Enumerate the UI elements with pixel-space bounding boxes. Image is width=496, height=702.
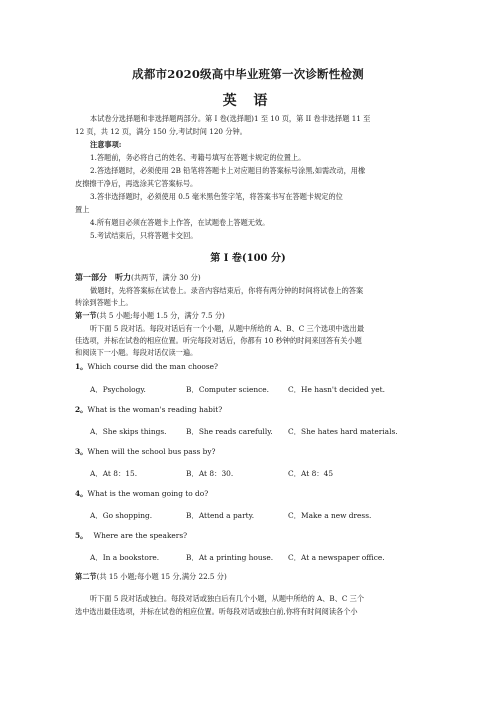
option-b: B．She reads carefully.	[186, 427, 273, 436]
section-one-heading	[75, 272, 201, 283]
option-b: B．At a printing house.	[186, 553, 274, 562]
option-b: B．Computer science.	[186, 385, 269, 394]
note-item: 皮擦擦干净后，再选涂其它答案标号。	[75, 179, 198, 188]
question-number: 2。	[75, 405, 88, 414]
section-one-desc: 做题时，先将答案标在试卷上。录音内容结束后，你将有两分钟的时间将试卷上的答案	[90, 286, 364, 295]
subsection-one-note: (共 5 小题;每小题 1.5 分，满分 7.5 分)	[96, 311, 225, 320]
option-c: C．She hates hard materials.	[288, 427, 398, 436]
option-b: B．Attend a party.	[186, 511, 255, 520]
subsection-two-note: (共 15 小题;每小题 15 分,满分 22.5 分)	[96, 572, 227, 581]
subsection-two-desc: 选中选出最佳选项，并标在试卷的相应位置。听每段对话或独白前,你将有时间阅读各个小	[75, 607, 358, 616]
subsection-one-desc: 佳选项，并标在试卷的相应位置。听完每段对话后，你都有 10 秒钟的时间来回答有关小题	[75, 336, 362, 345]
subsection-one-desc: 听下面 5 段对话。每段对话后有一个小题，从题中所给的 A、B、C 三个选项中选出最	[90, 324, 365, 333]
subject-title: 英 语	[222, 93, 274, 109]
question-number: 5。	[75, 531, 88, 540]
subsection-two-heading	[75, 572, 227, 582]
intro-line-1: 本试卷分选择题和非选择题两部分。第 I 卷(选择题)1 至 10 页，第 II 卷非选择题 11 至	[90, 114, 371, 123]
question-3	[75, 446, 215, 457]
intro-line-2: 12 页，共 12 页，满分 150 分,考试时间 120 分钟。	[75, 127, 247, 136]
option-a: A．Go shopping.	[90, 511, 153, 520]
note-item: 5.考试结束后，只将答题卡交回。	[90, 231, 198, 240]
option-a: A．Psychology.	[90, 385, 146, 394]
question-text: What is the woman going to do?	[87, 489, 209, 498]
note-item: 置上	[75, 205, 90, 214]
subsection-one-label: 第一节	[75, 311, 97, 320]
question-text: Which course did the man choose?	[87, 362, 218, 371]
question-text: Where are the speakers?	[93, 531, 188, 540]
subsection-one-heading	[75, 311, 225, 321]
option-c: C．At 8：45	[288, 469, 334, 478]
option-c: C．At a newspaper office.	[288, 553, 385, 562]
option-b: B．At 8：30.	[186, 469, 234, 478]
note-item: 2.答选择题时，必须使用 2B 铅笔将答题卡上对应题目的答案标号涂黑,如需改动，用橡	[90, 166, 366, 175]
section-one-desc: 转涂到答题卡上。	[75, 298, 133, 307]
part-one-title: 第 I 卷(100 分)	[210, 253, 286, 264]
note-item: 3.答非选择题时，必须使用 0.5 毫米黑色签字笔，将答案书写在答题卡规定的位	[90, 192, 343, 201]
question-number: 3。	[75, 447, 88, 456]
note-item: 4.所有题目必须在答题卡上作答，在试题卷上答题无效。	[90, 218, 270, 227]
subsection-two-desc: 听下面 5 段对话或独白。每段对话或独白后有几个小题，从题中所给的 A、B、C 三个	[90, 594, 365, 603]
option-c: C．Make a new dress.	[288, 511, 372, 520]
option-a: A．In a bookstore.	[90, 553, 160, 562]
exam-title: 成都市2020级高中毕业班第一次诊断性检测	[132, 67, 364, 81]
question-number: 1。	[75, 362, 88, 371]
question-number: 4。	[75, 489, 88, 498]
option-a: A．At 8：15.	[90, 469, 138, 478]
subsection-two-label: 第二节	[75, 572, 97, 581]
subsection-one-desc: 和阅读下一小题。每段对话仅读一遍。	[75, 348, 198, 357]
option-c: C．He hasn't decided yet.	[288, 385, 385, 394]
question-4	[75, 488, 208, 499]
section-one-note: (共两节，满分 30 分)	[131, 273, 201, 282]
section-one-label: 第一部分 听力	[75, 272, 131, 282]
question-5	[75, 530, 187, 541]
question-text: What is the woman's reading habit?	[87, 405, 223, 414]
question-2	[75, 404, 222, 415]
option-a: A．She skips things.	[90, 427, 167, 436]
question-1	[75, 361, 218, 372]
question-text: When will the school bus pass by?	[87, 447, 216, 456]
notes-heading: 注意事项:	[90, 140, 122, 149]
note-item: 1.答题前，务必将自己的姓名、考籍号填写在答题卡规定的位置上。	[90, 153, 306, 162]
